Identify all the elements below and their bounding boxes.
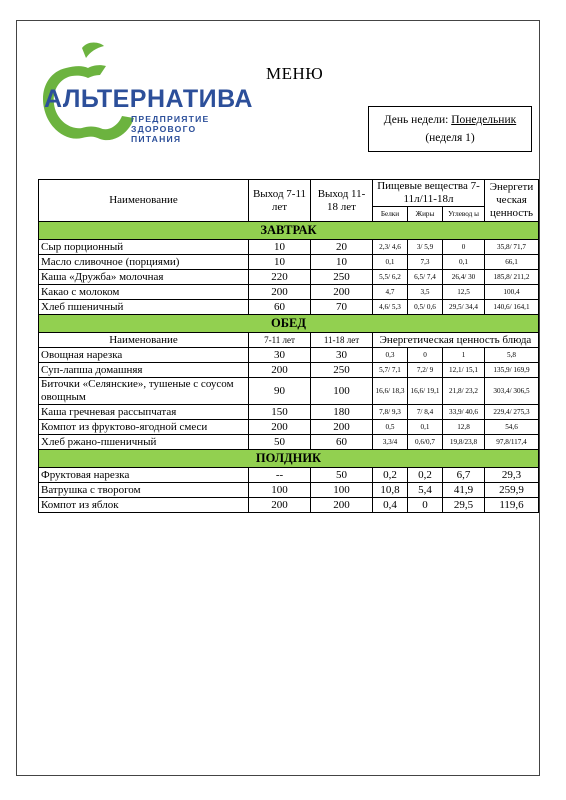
- yield-11-18-cell: 100: [311, 378, 373, 405]
- yield-7-11-cell: 50: [249, 435, 311, 450]
- header-protein: Белки: [373, 207, 408, 222]
- fat-cell: 0,5/ 0,6: [408, 300, 443, 315]
- dish-name-cell: Суп-лапша домашняя: [39, 363, 249, 378]
- fat-cell: 0: [408, 348, 443, 363]
- fat-cell: 0,1: [408, 420, 443, 435]
- yield-7-11-cell: 200: [249, 363, 311, 378]
- menu-row: [39, 405, 539, 420]
- yield-11-18-cell: 60: [311, 435, 373, 450]
- yield-7-11-cell: 30: [249, 348, 311, 363]
- dish-name-cell: Компот из яблок: [39, 498, 249, 513]
- lunch-header-age2: 11-18 лет: [311, 333, 373, 348]
- yield-7-11-cell: 200: [249, 420, 311, 435]
- dish-name-cell: Компот из фруктово-ягодной смеси: [39, 420, 249, 435]
- protein-cell: 16,6/ 18,3: [373, 378, 408, 405]
- fat-cell: 0,6/0,7: [408, 435, 443, 450]
- carbs-cell: 0,1: [443, 255, 485, 270]
- dish-name-cell: Каша «Дружба» молочная: [39, 270, 249, 285]
- menu-row: [39, 270, 539, 285]
- protein-cell: 5,7/ 7,1: [373, 363, 408, 378]
- menu-row: [39, 435, 539, 450]
- protein-cell: 5,5/ 6,2: [373, 270, 408, 285]
- carbs-cell: 19,8/23,8: [443, 435, 485, 450]
- yield-11-18-cell: 30: [311, 348, 373, 363]
- energy-cell: 185,8/ 211,2: [485, 270, 539, 285]
- energy-cell: 35,8/ 71,7: [485, 240, 539, 255]
- protein-cell: 0,1: [373, 255, 408, 270]
- protein-cell: 4,6/ 5,3: [373, 300, 408, 315]
- fat-cell: 3,5: [408, 285, 443, 300]
- yield-7-11-cell: 10: [249, 255, 311, 270]
- yield-7-11-cell: 220: [249, 270, 311, 285]
- logo-tagline: ПРЕДПРИЯТИЕ ЗДОРОВОГО ПИТАНИЯ: [131, 114, 210, 144]
- week-label: (неделя 1): [425, 132, 475, 144]
- dish-name-cell: Овощная нарезка: [39, 348, 249, 363]
- menu-row: [39, 285, 539, 300]
- yield-11-18-cell: 250: [311, 270, 373, 285]
- energy-cell: 303,4/ 306,5: [485, 378, 539, 405]
- logo: [38, 42, 253, 152]
- protein-cell: 0,4: [373, 498, 408, 513]
- dish-name-cell: Ватрушка с творогом: [39, 483, 249, 498]
- section-snack: ПОЛДНИК: [39, 450, 539, 468]
- yield-11-18-cell: 20: [311, 240, 373, 255]
- energy-cell: 135,9/ 169,9: [485, 363, 539, 378]
- yield-7-11-cell: 90: [249, 378, 311, 405]
- yield-11-18-cell: 200: [311, 420, 373, 435]
- fat-cell: 7/ 8,4: [408, 405, 443, 420]
- header-out2: Выход 11-18 лет: [311, 180, 373, 222]
- fat-cell: 3/ 5,9: [408, 240, 443, 255]
- carbs-cell: 1: [443, 348, 485, 363]
- carbs-cell: 21,8/ 23,2: [443, 378, 485, 405]
- carbs-cell: 29,5: [443, 498, 485, 513]
- page-title: МЕНЮ: [266, 64, 324, 83]
- yield-11-18-cell: 10: [311, 255, 373, 270]
- breakfast-rows: [39, 240, 539, 315]
- energy-cell: 229,4/ 275,3: [485, 405, 539, 420]
- snack-rows: [39, 468, 539, 513]
- yield-7-11-cell: 200: [249, 285, 311, 300]
- dish-name-cell: Фруктовая нарезка: [39, 468, 249, 483]
- menu-row: [39, 420, 539, 435]
- yield-7-11-cell: 150: [249, 405, 311, 420]
- dish-name-cell: Масло сливочное (порциями): [39, 255, 249, 270]
- menu-row: [39, 378, 539, 405]
- protein-cell: 4,7: [373, 285, 408, 300]
- menu-row: [39, 468, 539, 483]
- carbs-cell: 29,5/ 34,4: [443, 300, 485, 315]
- dish-name-cell: Каша гречневая рассыпчатая: [39, 405, 249, 420]
- section-breakfast: ЗАВТРАК: [39, 222, 539, 240]
- protein-cell: 7,8/ 9,3: [373, 405, 408, 420]
- yield-11-18-cell: 70: [311, 300, 373, 315]
- lunch-header-age1: 7-11 лет: [249, 333, 311, 348]
- carbs-cell: 12,5: [443, 285, 485, 300]
- yield-7-11-cell: 100: [249, 483, 311, 498]
- fat-cell: 5,4: [408, 483, 443, 498]
- menu-row: [39, 240, 539, 255]
- energy-cell: 97,8/117,4: [485, 435, 539, 450]
- protein-cell: 3,3/4: [373, 435, 408, 450]
- dish-name-cell: Хлеб пшеничный: [39, 300, 249, 315]
- carbs-cell: 33,9/ 40,6: [443, 405, 485, 420]
- protein-cell: 0,5: [373, 420, 408, 435]
- fat-cell: 7,3: [408, 255, 443, 270]
- menu-table: [38, 179, 539, 513]
- dish-name-cell: Какао с молоком: [39, 285, 249, 300]
- carbs-cell: 41,9: [443, 483, 485, 498]
- yield-11-18-cell: 250: [311, 363, 373, 378]
- menu-row: [39, 300, 539, 315]
- energy-cell: 119,6: [485, 498, 539, 513]
- energy-cell: 5,8: [485, 348, 539, 363]
- yield-7-11-cell: --: [249, 468, 311, 483]
- protein-cell: 10,8: [373, 483, 408, 498]
- fat-cell: 6,5/ 7,4: [408, 270, 443, 285]
- day-value: Понедельник: [451, 114, 517, 126]
- header-carbs: Углевод ы: [443, 207, 485, 222]
- header-energy: Энергети ческая ценность: [485, 180, 539, 222]
- carbs-cell: 0: [443, 240, 485, 255]
- yield-11-18-cell: 50: [311, 468, 373, 483]
- lunch-header-energy: Энергетическая ценность блюда: [373, 333, 539, 348]
- energy-cell: 66,1: [485, 255, 539, 270]
- menu-row: [39, 498, 539, 513]
- yield-11-18-cell: 200: [311, 285, 373, 300]
- header-out1: Выход 7-11 лет: [249, 180, 311, 222]
- lunch-header-name: Наименование: [39, 333, 249, 348]
- fat-cell: 0: [408, 498, 443, 513]
- header-fat: Жиры: [408, 207, 443, 222]
- carbs-cell: 6,7: [443, 468, 485, 483]
- protein-cell: 0,3: [373, 348, 408, 363]
- menu-row: [39, 348, 539, 363]
- protein-cell: 2,3/ 4,6: [373, 240, 408, 255]
- menu-row: [39, 363, 539, 378]
- fat-cell: 7,2/ 9: [408, 363, 443, 378]
- menu-row: [39, 255, 539, 270]
- protein-cell: 0,2: [373, 468, 408, 483]
- carbs-cell: 12,1/ 15,1: [443, 363, 485, 378]
- energy-cell: 259,9: [485, 483, 539, 498]
- energy-cell: 29,3: [485, 468, 539, 483]
- day-label: День недели:: [383, 114, 449, 126]
- yield-11-18-cell: 180: [311, 405, 373, 420]
- section-lunch: ОБЕД: [39, 315, 539, 333]
- yield-7-11-cell: 60: [249, 300, 311, 315]
- energy-cell: 100,4: [485, 285, 539, 300]
- day-box: [368, 106, 532, 152]
- carbs-cell: 26,4/ 30: [443, 270, 485, 285]
- dish-name-cell: Биточки «Селянские», тушеные с соусом овощным: [39, 378, 249, 405]
- fat-cell: 0,2: [408, 468, 443, 483]
- yield-7-11-cell: 200: [249, 498, 311, 513]
- yield-7-11-cell: 10: [249, 240, 311, 255]
- header-name: Наименование: [39, 180, 249, 222]
- yield-11-18-cell: 200: [311, 498, 373, 513]
- energy-cell: 140,6/ 164,1: [485, 300, 539, 315]
- carbs-cell: 12,8: [443, 420, 485, 435]
- menu-row: [39, 483, 539, 498]
- yield-11-18-cell: 100: [311, 483, 373, 498]
- fat-cell: 16,6/ 19,1: [408, 378, 443, 405]
- dish-name-cell: Сыр порционный: [39, 240, 249, 255]
- lunch-rows: [39, 348, 539, 450]
- energy-cell: 54,6: [485, 420, 539, 435]
- header-nutrients: Пищевые вещества 7-11л/11-18л: [373, 180, 485, 207]
- dish-name-cell: Хлеб ржано-пшеничный: [39, 435, 249, 450]
- logo-brand: АЛЬТЕРНАТИВА: [44, 85, 253, 113]
